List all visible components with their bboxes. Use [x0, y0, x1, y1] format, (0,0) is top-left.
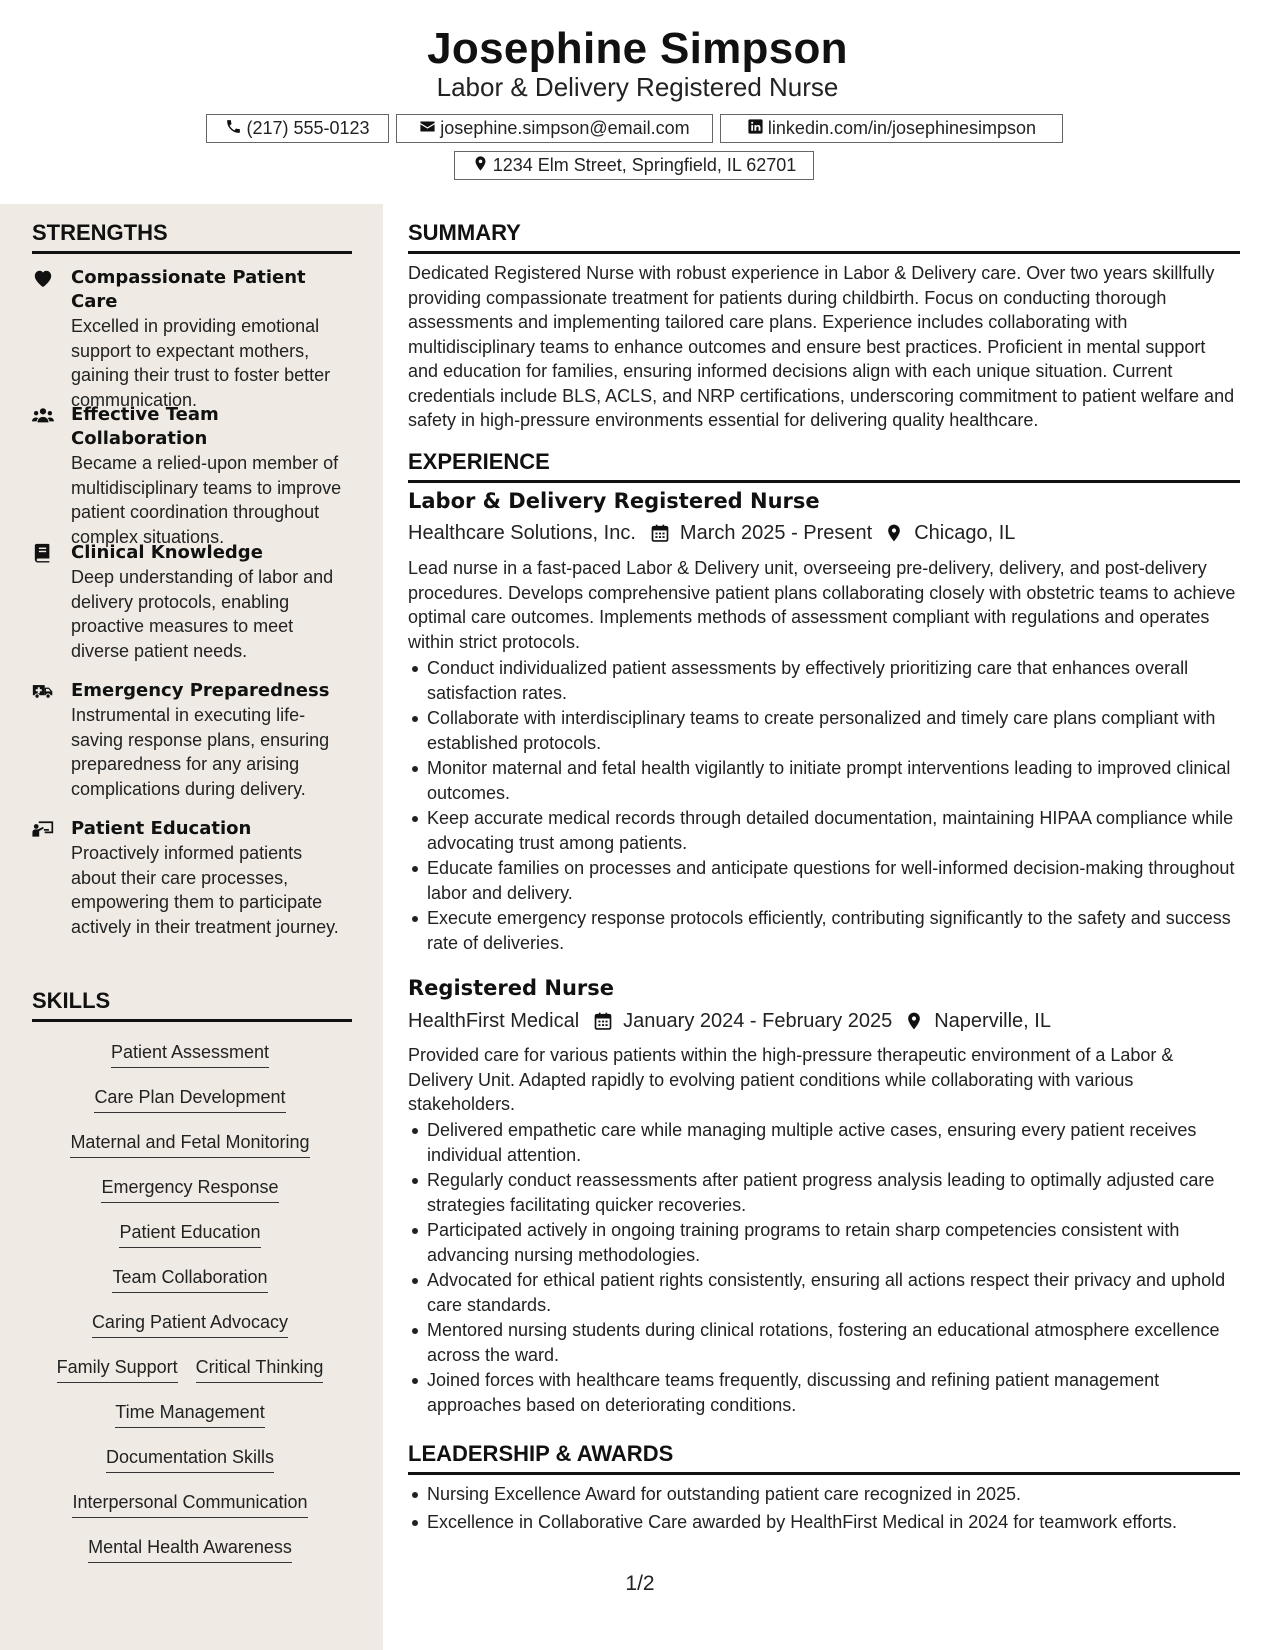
calendar-icon: [650, 523, 670, 543]
list-item: Collaborate with interdisciplinary teams to create personalized and timely care plans compliant with established protocols.: [427, 706, 1240, 755]
job-dates: March 2025 - Present: [679, 521, 873, 544]
skill-tag: Patient Assessment: [111, 1040, 269, 1068]
strength-title: Effective Team Collaboration: [71, 404, 219, 449]
phone-text: (217) 555-0123: [246, 118, 370, 138]
job-location: Chicago, IL: [914, 521, 1016, 544]
skill-tag: Family Support: [57, 1355, 178, 1383]
candidate-role: Labor & Delivery Registered Nurse: [436, 72, 839, 102]
list-item: Nursing Excellence Award for outstanding patient care recognized in 2025.: [427, 1482, 1240, 1507]
list-item: Execute emergency response protocols efficiently, contributing significantly to the safety and success rate of deliveries.: [427, 906, 1240, 955]
job-description: Lead nurse in a fast-paced Labor & Delivery unit, overseeing pre-delivery, delivery, and post-delivery procedures. Develops comprehensive patient plans collaborating closely with obstetric teams to achieve optimal care outcomes. Implements methods of assessment compliant with regulations and operates within strict protocols.: [408, 558, 1236, 652]
skills-heading: SKILLS: [32, 988, 352, 1022]
ambulance-icon: [32, 681, 54, 701]
strength-title: Compassionate Patient Care: [71, 267, 306, 312]
skill-tag: Documentation Skills: [106, 1445, 274, 1473]
candidate-name: Josephine Simpson: [427, 24, 848, 73]
map-pin-icon: [472, 155, 489, 177]
resume-header: [0, 0, 1275, 204]
list-item: Regularly conduct reassessments after patient progress analysis leading to optimally adjusted care strategies facilitating quicker recoveries.: [427, 1168, 1240, 1217]
job-dates: January 2024 - February 2025: [623, 1009, 893, 1032]
job-bullets: [408, 1118, 1240, 1418]
strength-desc: Instrumental in executing life-saving response plans, ensuring preparedness for any arising complications during delivery.: [71, 705, 330, 799]
skill-tag: Critical Thinking: [196, 1355, 324, 1383]
list-item: Keep accurate medical records through detailed documentation, maintaining HIPAA compliance while advocating trust among patients.: [427, 806, 1240, 855]
strength-item: [32, 266, 352, 412]
contact-address: [454, 151, 814, 180]
teacher-icon: [32, 819, 54, 839]
skill-tag: Interpersonal Communication: [72, 1490, 307, 1518]
job-bullets: [408, 656, 1240, 956]
address-text: 1234 Elm Street, Springfield, IL 62701: [492, 155, 797, 175]
users-icon: [32, 405, 54, 425]
experience-heading: EXPERIENCE: [408, 449, 1240, 483]
envelope-icon: [419, 118, 436, 140]
sidebar: [0, 204, 383, 1650]
list-item: Advocated for ethical patient rights consistently, ensuring all actions respect their privacy and uphold care standards.: [427, 1268, 1240, 1317]
strength-item: [32, 679, 352, 801]
book-icon: [32, 543, 54, 563]
skill-tag: Mental Health Awareness: [88, 1535, 292, 1563]
list-item: Joined forces with healthcare teams frequently, discussing and refining patient management approaches based on deteriorating conditions.: [427, 1368, 1240, 1417]
job-title: Labor & Delivery Registered Nurse: [408, 489, 820, 513]
email-text: josephine.simpson@email.com: [440, 118, 690, 138]
skill-tag: Emergency Response: [101, 1175, 278, 1203]
strength-desc: Proactively informed patients about their care processes, empowering them to participate actively in their treatment journey.: [71, 843, 339, 937]
job-meta: [408, 1007, 1051, 1035]
skills-list: [32, 1040, 348, 1580]
list-item: Participated actively in ongoing training programs to retain sharp competencies consistent with advancing nursing methodologies.: [427, 1218, 1240, 1267]
awards-heading: LEADERSHIP & AWARDS: [408, 1441, 1240, 1475]
list-item: Mentored nursing students during clinical rotations, fostering an educational atmosphere excellence across the ward.: [427, 1318, 1240, 1367]
list-item: Monitor maternal and fetal health vigilantly to initiate prompt interventions leading to improved clinical outcomes.: [427, 756, 1240, 805]
strength-item: [32, 817, 352, 939]
job-company: HealthFirst Medical: [408, 1009, 580, 1032]
awards-list: [408, 1482, 1240, 1536]
list-item: Delivered empathetic care while managing multiple active cases, ensuring every patient receives individual attention.: [427, 1118, 1240, 1167]
list-item: Conduct individualized patient assessments by effectively prioritizing care that enhances overall satisfaction rates.: [427, 656, 1240, 705]
strength-title: Emergency Preparedness: [71, 680, 330, 701]
strength-title: Patient Education: [71, 818, 252, 839]
job-description: Provided care for various patients within the high-pressure therapeutic environment of a Labor & Delivery Unit. Adapted rapidly to evolving patient conditions while collaborating with various stakeholders.: [408, 1045, 1174, 1114]
job-location: Naperville, IL: [934, 1009, 1051, 1032]
map-pin-icon: [884, 523, 904, 543]
contact-linkedin[interactable]: [720, 114, 1063, 143]
strength-desc: Became a relied-upon member of multidisciplinary teams to improve patient coordination throughout complex situations.: [71, 453, 342, 547]
summary-heading: SUMMARY: [408, 220, 1240, 254]
page-number: 1/2: [625, 1572, 655, 1595]
contact-phone[interactable]: [206, 114, 389, 143]
skill-tag: Time Management: [115, 1400, 264, 1428]
skill-tag: Patient Education: [119, 1220, 260, 1248]
map-pin-icon: [904, 1011, 924, 1031]
calendar-icon: [593, 1011, 613, 1031]
summary-text: Dedicated Registered Nurse with robust experience in Labor & Delivery care. Over two years skillfully providing compassionate treatment for patients during childbirth. Focus on conducting thorough assessments and implementing tailored care plans. Experience includes collaborating with multidisciplinary teams to enhance outcomes and ensure best practices. Proficient in mental support and education for families, ensuring informed decisions align with each unique situation. Current credentials include BLS, ACLS, and NRP certifications, underscoring commitment to patient welfare and safety in high-pressure environments essential for delivering quality healthcare.: [408, 263, 1235, 430]
skill-tag: Caring Patient Advocacy: [92, 1310, 288, 1338]
skill-tag: Maternal and Fetal Monitoring: [70, 1130, 309, 1158]
skill-tag: Care Plan Development: [94, 1085, 285, 1113]
linkedin-icon: [747, 118, 764, 140]
list-item: Educate families on processes and anticipate questions for well-informed decision-making throughout labor and delivery.: [427, 856, 1240, 905]
heart-icon: [32, 268, 54, 288]
strength-item: [32, 541, 352, 663]
list-item: Excellence in Collaborative Care awarded by HealthFirst Medical in 2024 for teamwork efforts.: [427, 1510, 1240, 1535]
linkedin-text: linkedin.com/in/josephinesimpson: [767, 118, 1037, 138]
strength-desc: Excelled in providing emotional support to expectant mothers, gaining their trust to foster better communication.: [71, 316, 331, 410]
strength-desc: Deep understanding of labor and delivery protocols, enabling proactive measures to meet diverse patient needs.: [71, 567, 334, 661]
strengths-heading: STRENGTHS: [32, 220, 352, 254]
job-title: Registered Nurse: [408, 976, 614, 1000]
strength-item: [32, 403, 352, 549]
phone-icon: [225, 118, 242, 140]
skill-tag: Team Collaboration: [112, 1265, 267, 1293]
job-company: Healthcare Solutions, Inc.: [408, 521, 636, 544]
contact-email[interactable]: [396, 114, 713, 143]
job-meta: [408, 519, 1015, 547]
strength-title: Clinical Knowledge: [71, 542, 263, 563]
